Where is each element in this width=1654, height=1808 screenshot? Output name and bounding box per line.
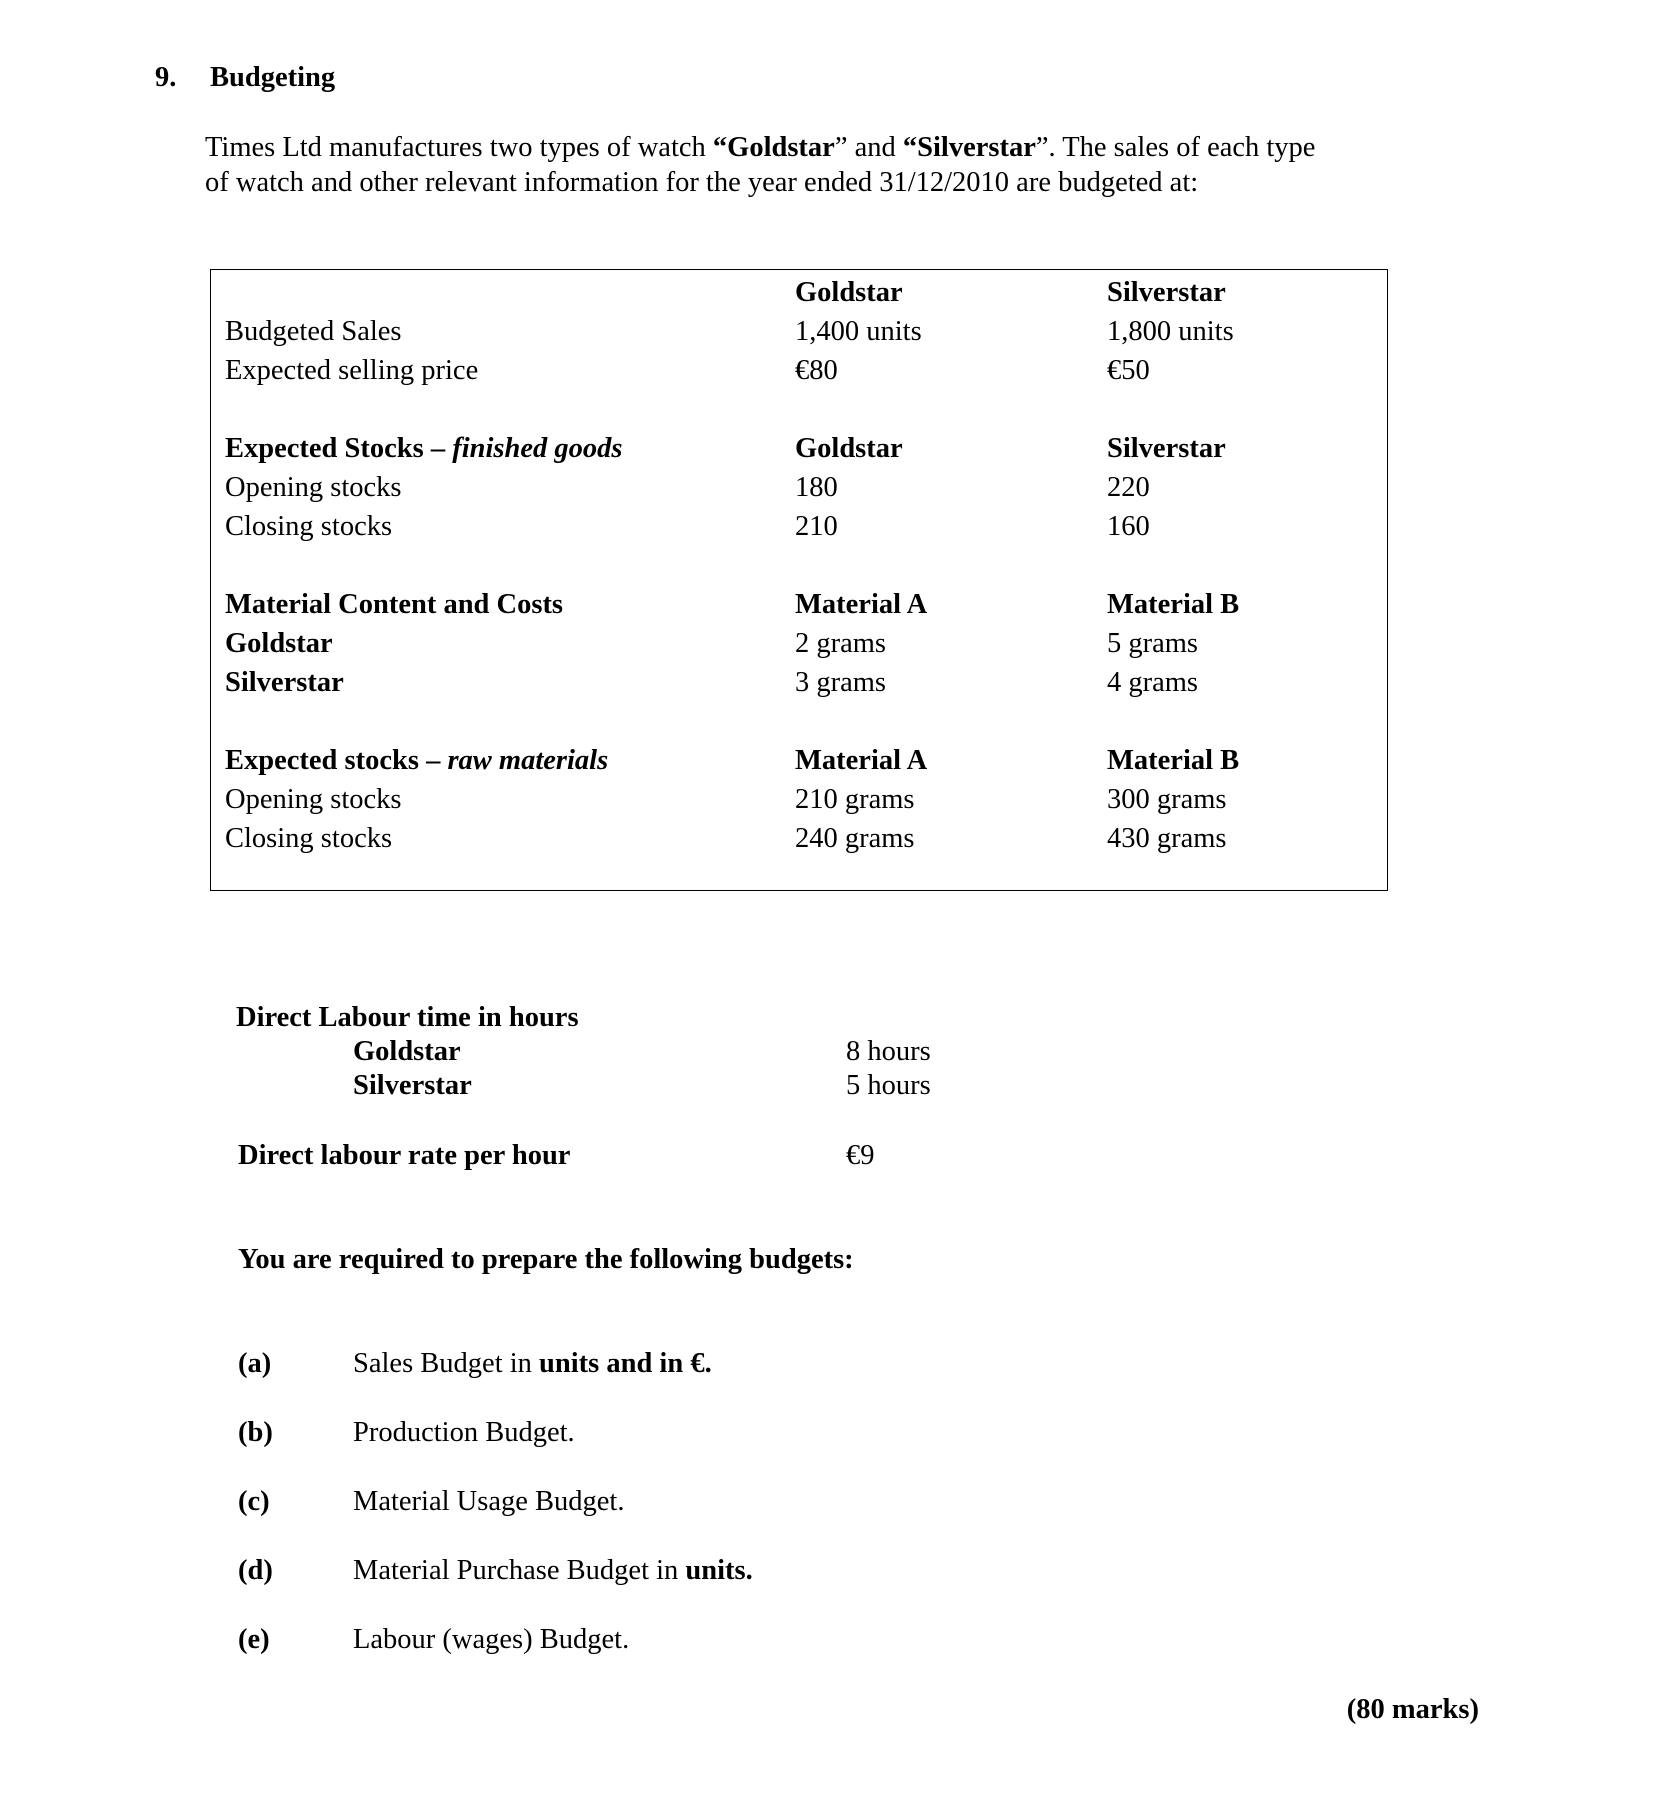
requirement-text: Material Usage Budget. — [353, 1486, 625, 1517]
material-content-col1-header: Material A — [795, 589, 928, 620]
sales-row-value: 1,800 units — [1107, 316, 1234, 347]
marks-label: (80 marks) — [1346, 1694, 1479, 1725]
labour-row-value: 5 hours — [846, 1070, 931, 1101]
requirement-letter: (a) — [238, 1348, 272, 1379]
sales-row-value: €80 — [795, 355, 838, 386]
material-content-row-value: 5 grams — [1107, 628, 1199, 659]
labour-row-value: 8 hours — [846, 1036, 931, 1067]
sales-row-label: Budgeted Sales — [225, 316, 402, 347]
requirement-letter: (c) — [238, 1486, 270, 1517]
material-content-row-value: 3 grams — [795, 667, 887, 698]
material-content-row-label: Silverstar — [225, 667, 344, 698]
material-content-col2-header: Material B — [1107, 589, 1240, 620]
material-content-row-value: 2 grams — [795, 628, 887, 659]
sales-row-label: Expected selling price — [225, 355, 479, 386]
raw-stocks-heading: Expected stocks – raw materials — [225, 745, 609, 776]
finished-stocks-col2-header: Silverstar — [1107, 433, 1226, 464]
requirement-letter: (b) — [238, 1417, 273, 1448]
intro-line-1: Times Ltd manufactures two types of watch “Goldstar” and “Silverstar”. The sales of each type — [205, 132, 1316, 163]
finished-stocks-row-value: 220 — [1107, 472, 1150, 503]
requirement-text: Sales Budget in units and in €. — [353, 1348, 712, 1379]
finished-stocks-row-value: 160 — [1107, 511, 1150, 542]
raw-stocks-col1-header: Material A — [795, 745, 928, 776]
finished-stocks-heading: Expected Stocks – finished goods — [225, 433, 623, 464]
finished-stocks-row-value: 180 — [795, 472, 838, 503]
question-title: Budgeting — [210, 62, 336, 93]
requirement-text: Labour (wages) Budget. — [353, 1624, 630, 1655]
material-content-row-label: Goldstar — [225, 628, 333, 659]
finished-stocks-row-value: 210 — [795, 511, 838, 542]
requirement-letter: (e) — [238, 1624, 270, 1655]
sales-row-value: €50 — [1107, 355, 1150, 386]
requirement-text: Production Budget. — [353, 1417, 575, 1448]
labour-rate-label: Direct labour rate per hour — [238, 1140, 571, 1171]
sales-col1-header: Goldstar — [795, 277, 903, 308]
finished-stocks-col1-header: Goldstar — [795, 433, 903, 464]
raw-stocks-row-value: 210 grams — [795, 784, 915, 815]
raw-stocks-row-value: 300 grams — [1107, 784, 1227, 815]
labour-row-label: Goldstar — [353, 1036, 461, 1067]
raw-stocks-row-label: Opening stocks — [225, 784, 402, 815]
labour-rate-value: €9 — [846, 1140, 875, 1171]
raw-stocks-row-value: 430 grams — [1107, 823, 1227, 854]
raw-stocks-row-label: Closing stocks — [225, 823, 393, 854]
intro-line-2: of watch and other relevant information for the year ended 31/12/2010 are budgeted at: — [205, 167, 1199, 198]
finished-stocks-row-label: Closing stocks — [225, 511, 393, 542]
sales-row-value: 1,400 units — [795, 316, 922, 347]
requirements-heading: You are required to prepare the following budgets: — [238, 1244, 854, 1275]
requirement-letter: (d) — [238, 1555, 273, 1586]
material-content-heading: Material Content and Costs — [225, 589, 564, 620]
raw-stocks-col2-header: Material B — [1107, 745, 1240, 776]
sales-col2-header: Silverstar — [1107, 277, 1226, 308]
finished-stocks-row-label: Opening stocks — [225, 472, 402, 503]
material-content-row-value: 4 grams — [1107, 667, 1199, 698]
labour-row-label: Silverstar — [353, 1070, 472, 1101]
labour-time-heading: Direct Labour time in hours — [236, 1002, 579, 1033]
requirement-text: Material Purchase Budget in units. — [353, 1555, 753, 1586]
question-number: 9. — [155, 62, 177, 93]
raw-stocks-row-value: 240 grams — [795, 823, 915, 854]
